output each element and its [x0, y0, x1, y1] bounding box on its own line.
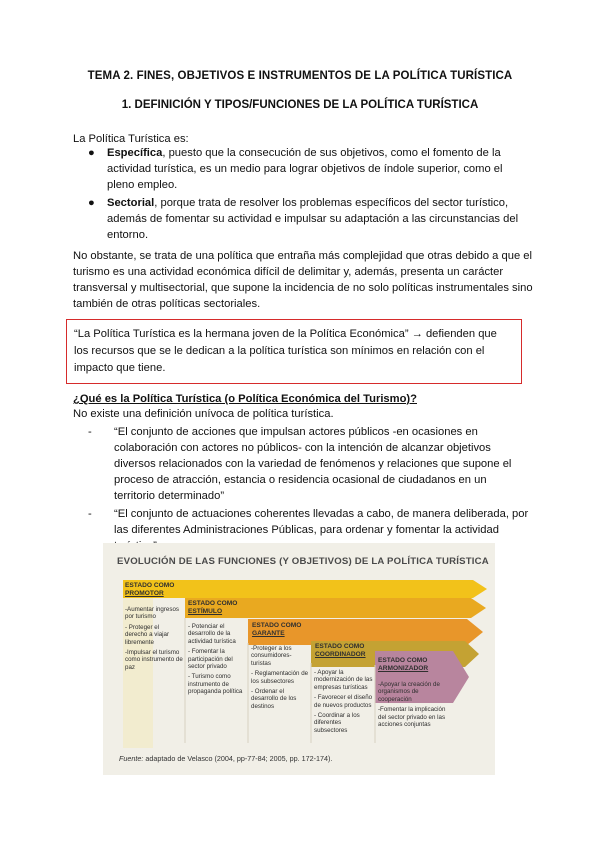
stage-items-armonizador: -Apoyar la creación de organismos de cooperación -Fomentar la implicación del sector privado en las acciones conjuntas — [378, 681, 446, 729]
stage-label-promotor: ESTADO COMO PROMOTOR — [125, 582, 175, 597]
section-title: 1. DEFINICIÓN Y TIPOS/FUNCIONES DE LA POLÍTICA TURÍSTICA — [121, 99, 479, 111]
quote-box: “La Política Turística es la hermana joven de la Política Económica” → defienden que los recursos que se le dedican a la política turística son mínimos en relación con el impacto que tiene. — [66, 319, 522, 384]
bullet-text: , puesto que la consecución de sus objetivos, como el fomento de la actividad turística, es un medio para lograr objetivos de índole superior, como el pleno empleo. — [107, 147, 503, 191]
list-item — [88, 195, 528, 243]
figure-source: Fuente: adaptado de Velasco (2004, pp-77-84; 2005, pp. 172-174). — [119, 754, 333, 763]
promotor-arrow — [123, 580, 487, 598]
stage-label-estimulo: ESTADO COMO ESTÍMULO — [188, 600, 238, 615]
document-title: TEMA 2. FINES, OBJETIVOS E INSTRUMENTOS DE LA POLÍTICA TURÍSTICA — [87, 70, 513, 82]
dash-marker: - — [88, 508, 92, 520]
stage-items-coordinador: - Apoyar la modernización de las empresas turísticas - Favorecer el diseño de nuevos productos - Coordinar a los diferentes subsectores — [314, 669, 373, 734]
dash-marker: - — [88, 426, 92, 438]
definitions-list — [88, 424, 530, 556]
list-item — [88, 145, 528, 193]
question-subtext: No existe una definición unívoca de política turística. — [73, 408, 334, 420]
characteristics-list — [88, 145, 528, 245]
stage-items-estimulo: - Potenciar el desarrollo de la actividad turística - Fomentar la participación del sector privado - Turismo como instrumento de propaganda política — [188, 623, 243, 696]
stage-items-garante: -Proteger a los consumidores-turistas - Reglamentación de los subsectores - Ordenar el desarrollo de los destinos — [251, 645, 309, 710]
evolution-figure — [103, 543, 495, 775]
stage-items-promotor: -Aumentar ingresos por turismo - Proteger el derecho a viajar libremente -Impulsar el turismo como instrumento de paz — [125, 606, 183, 671]
list-item — [88, 424, 530, 504]
definition-text: “El conjunto de acciones que impulsan actores públicos -en ocasiones en colaboración con actores no públicos- con la intención de alcanzar objetivos diversos relacionados con la variedad de fenómenos y relaciones que supone el proceso de atracción, estancia o residencia ocasional de ciudadanos en un territorio determinado” — [114, 426, 512, 502]
bullet-text: , porque trata de resolver los problemas específicos del sector turístico, además de fomentar su actividad e impulsar su adaptación a las circunstancias del entorno. — [107, 197, 519, 241]
bullet-icon: ● — [88, 147, 95, 159]
figure-title: EVOLUCIÓN DE LAS FUNCIONES (Y OBJETIVOS) DE LA POLÍTICA TURÍSTICA — [117, 556, 489, 567]
stage-label-garante: ESTADO COMO GARANTE — [252, 622, 302, 637]
intro-lead: La Política Turística es: — [73, 133, 189, 145]
definition-text: “El conjunto de actuaciones coherentes llevadas a cabo, de manera deliberada, por las diferentes Administraciones Públicas, para ordenar y fomentar la actividad — [114, 508, 529, 536]
complexity-paragraph: No obstante, se trata de una política que entraña más complejidad que otras debido a que el turismo es una actividad económica difícil de delimitar y, además, presenta un carácter transversal y multisectorial, que supone la incidencia de no solo políticas instrumentales sino también de otras políticas sectoriales. — [73, 250, 533, 310]
question-heading: ¿Qué es la Política Turística (o Política Económica del Turismo)? — [73, 393, 417, 405]
stage-label-armonizador: ESTADO COMO ARMONIZADOR — [378, 657, 429, 672]
bullet-term: Sectorial — [107, 197, 155, 209]
bullet-icon: ● — [88, 197, 95, 209]
stage-label-coordinador: ESTADO COMO COORDINADOR — [315, 643, 366, 658]
bullet-term: Específica — [107, 147, 163, 159]
